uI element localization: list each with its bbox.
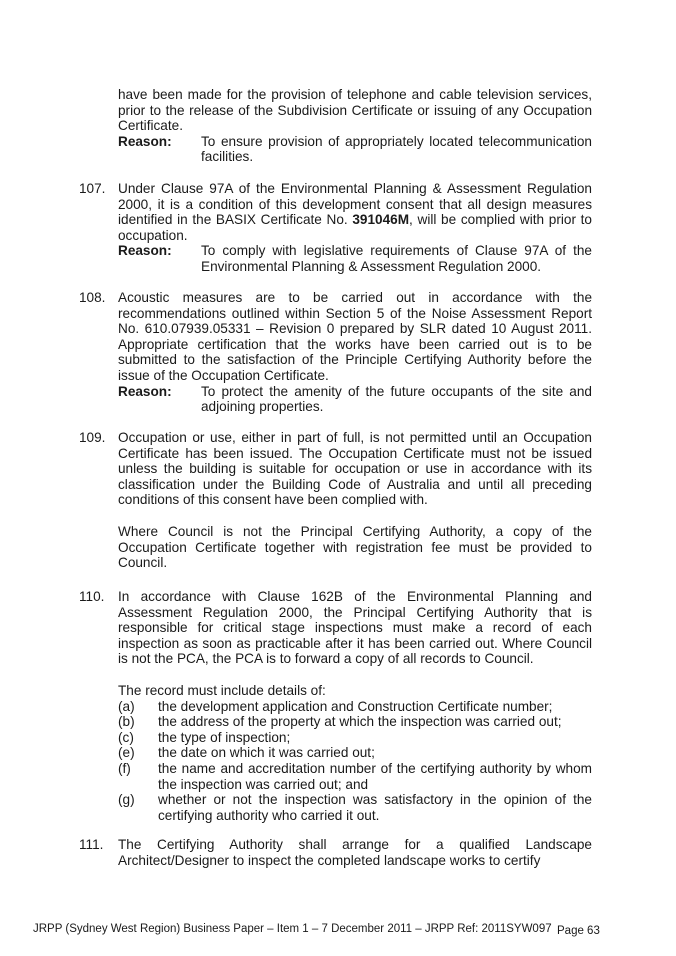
list-item	[118, 792, 592, 823]
list-item-label: (a)	[118, 698, 135, 714]
list-item	[118, 761, 592, 792]
list-item	[118, 714, 592, 730]
reason-label: Reason:	[118, 383, 172, 399]
list-item-text: the date on which it was carried out;	[158, 745, 375, 761]
continuation-text: have been made for the provision of telephone and cable television services, prior to the release of the Subdivision Certificate or issuing of any Occupation Certificate.	[118, 87, 592, 134]
list-item	[118, 745, 592, 761]
reason-row	[118, 134, 592, 165]
condition-108-text: Acoustic measures are to be carried out in accordance with the recommendations outlined within Section 5 of the Noise Assessment Report No. 610.07939.05331 – Revision 0 prepared by SLR dated 10 August 2011. Appropriate certification that the works have been carried out is to be submitted to the satisfaction of the Principle Certifying Authority before the issue of the Occupation Certificate.	[118, 290, 592, 383]
condition-107	[118, 181, 592, 275]
condition-109	[118, 430, 592, 571]
condition-number-107: 107.	[79, 181, 106, 196]
footer-reference: JRPP (Sydney West Region) Business Paper – Item 1 – 7 December 2011 – JRPP Ref: 2011SYW097	[33, 923, 552, 935]
list-item-label: (e)	[118, 745, 135, 761]
list-item	[118, 730, 592, 746]
list-item-label: (g)	[118, 792, 135, 808]
condition-111-text: The Certifying Authority shall arrange for a qualified Landscape Architect/Designer to inspect the completed landscape works to certify	[118, 837, 592, 868]
condition-107-text	[118, 181, 592, 243]
record-list-intro: The record must include details of:	[118, 682, 326, 698]
condition-109-paragraph-2: Where Council is not the Principal Certifying Authority, a copy of the Occupation Certificate together with registration fee must be provided to Council.	[118, 523, 592, 571]
condition-number-108: 108.	[79, 290, 106, 305]
list-item	[118, 699, 592, 715]
condition-107-text-before: Under Clause 97A of the Environmental Planning & Assessment Regulation 2000, it is a condition of this development consent that all design measures identified in the BASIX Certificate No.	[118, 181, 592, 228]
list-item-text: the development application and Construction Certificate number;	[158, 698, 553, 714]
condition-108	[118, 290, 592, 415]
condition-110	[118, 589, 592, 823]
reason-row	[118, 243, 592, 274]
list-item-label: (c)	[118, 729, 134, 745]
condition-number-110: 110.	[79, 589, 105, 604]
reason-text: To comply with legislative requirements of Clause 97A of the Environmental Planning & Assessment Regulation 2000.	[201, 243, 592, 274]
basix-certificate-number: 391046M	[352, 212, 410, 228]
reason-label: Reason:	[118, 243, 172, 259]
condition-number-111: 111.	[79, 837, 104, 852]
list-item-label: (f)	[118, 760, 131, 776]
reason-label: Reason:	[118, 133, 172, 149]
reason-row	[118, 384, 592, 415]
condition-109-paragraph-1: Occupation or use, either in part of full, is not permitted until an Occupation Certificate has been issued. The Occupation Certificate must not be issued unless the building is suitable for occupation or use in accordance with its classification under the Building Code of Australia and until all preceding conditions of this consent have been complied with.	[118, 430, 592, 508]
reason-text: To protect the amenity of the future occupants of the site and adjoining properties.	[201, 383, 592, 415]
condition-111	[118, 837, 592, 868]
condition-number-109: 109.	[79, 430, 106, 445]
page-number: Page 63	[557, 925, 600, 937]
reason-text: To ensure provision of appropriately located telecommunication facilities.	[201, 133, 592, 165]
list-item-text: whether or not the inspection was satisfactory in the opinion of the certifying authority who carried it out.	[158, 792, 592, 823]
record-details-list	[118, 699, 592, 824]
condition-110-paragraph-1: In accordance with Clause 162B of the Environmental Planning and Assessment Regulation 2000, the Principal Certifying Authority that is responsible for critical stage inspections must make a record of each inspection as soon as practicable after it has been carried out. Where Council is not the PCA, the PCA is to forward a copy of all records to Council.	[118, 589, 592, 667]
list-item-text: the address of the property at which the inspection was carried out;	[158, 714, 562, 730]
list-item-text: the type of inspection;	[158, 729, 291, 745]
list-item-text: the name and accreditation number of the certifying authority by whom the inspection was carried out; and	[158, 760, 592, 792]
list-item-label: (b)	[118, 714, 135, 730]
condition-107-text-after: , will be complied with prior to occupation.	[118, 212, 592, 243]
condition-continuation	[118, 87, 592, 165]
